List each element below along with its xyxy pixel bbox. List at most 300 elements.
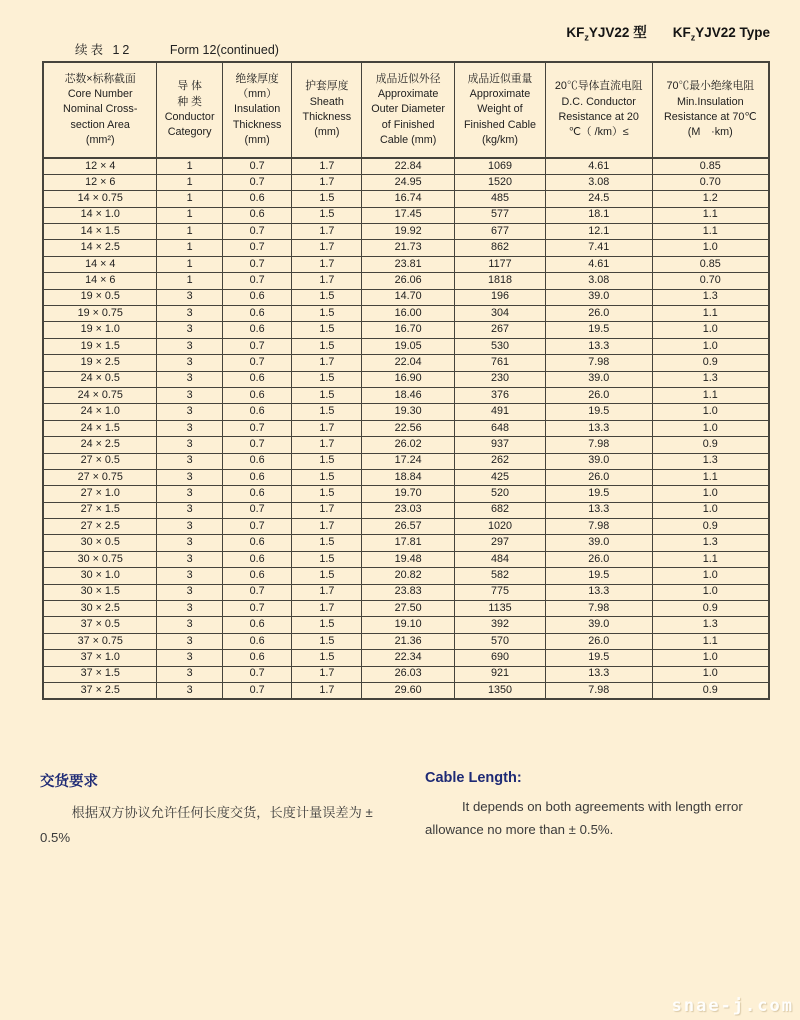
cell: 1.0 <box>652 404 769 420</box>
table-row <box>43 650 769 666</box>
cell: 230 <box>455 371 546 387</box>
cell: 13.3 <box>545 584 652 600</box>
cell: 12.1 <box>545 224 652 240</box>
cell: 1.3 <box>652 453 769 469</box>
column-header: 20℃导体直流电阻 D.C. Conductor Resistance at 20 ℃（ /km）≤ <box>545 62 652 158</box>
cell: 297 <box>455 535 546 551</box>
cell: 1.5 <box>292 551 362 567</box>
cell: 1.5 <box>292 617 362 633</box>
cell: 14 × 6 <box>43 273 157 289</box>
cell: 24 × 1.0 <box>43 404 157 420</box>
cell: 761 <box>455 355 546 371</box>
watermark: snae-j.com <box>671 996 794 1016</box>
cell: 23.83 <box>362 584 455 600</box>
cell: 1.0 <box>652 338 769 354</box>
cell: 1.5 <box>292 650 362 666</box>
cell: 0.6 <box>222 207 292 223</box>
cell: 0.7 <box>222 240 292 256</box>
table-row <box>43 387 769 403</box>
table-row <box>43 584 769 600</box>
table-row <box>43 601 769 617</box>
cell: 24.5 <box>545 191 652 207</box>
cell: 37 × 1.5 <box>43 666 157 682</box>
cell: 1.5 <box>292 568 362 584</box>
cell: 1.1 <box>652 306 769 322</box>
cell: 1 <box>157 240 222 256</box>
cell: 19.5 <box>545 404 652 420</box>
cell: 30 × 2.5 <box>43 601 157 617</box>
cell: 20.82 <box>362 568 455 584</box>
cell: 14 × 1.5 <box>43 224 157 240</box>
cell: 0.6 <box>222 486 292 502</box>
cell: 14.70 <box>362 289 455 305</box>
cell: 19.05 <box>362 338 455 354</box>
cell: 1.3 <box>652 371 769 387</box>
cell: 1.5 <box>292 535 362 551</box>
cell: 0.7 <box>222 338 292 354</box>
cell: 30 × 0.5 <box>43 535 157 551</box>
cell: 19.92 <box>362 224 455 240</box>
cell: 3 <box>157 535 222 551</box>
cell: 3 <box>157 322 222 338</box>
cell: 577 <box>455 207 546 223</box>
table-row <box>43 469 769 485</box>
cell: 1.1 <box>652 551 769 567</box>
cell: 0.9 <box>652 437 769 453</box>
delivery-requirements-text: 根据双方协议允许任何长度交货，长度计量误差为 ± 0.5% <box>40 805 373 846</box>
cell: 1.7 <box>292 683 362 699</box>
table-row <box>43 256 769 272</box>
table-row <box>43 666 769 682</box>
cell: 7.98 <box>545 355 652 371</box>
column-header: 70℃最小绝缘电阻 Min.Insulation Resistance at 70℃ (M ·km) <box>652 62 769 158</box>
cell: 14 × 2.5 <box>43 240 157 256</box>
table-row <box>43 486 769 502</box>
cell: 0.85 <box>652 158 769 174</box>
cell: 13.3 <box>545 420 652 436</box>
table-row <box>43 519 769 535</box>
cell: 648 <box>455 420 546 436</box>
cell: 0.6 <box>222 617 292 633</box>
cell: 3 <box>157 486 222 502</box>
table-row <box>43 240 769 256</box>
cell: 425 <box>455 469 546 485</box>
cell: 1.3 <box>652 289 769 305</box>
delivery-requirements-section <box>40 770 405 850</box>
table-row <box>43 568 769 584</box>
cell: 3 <box>157 338 222 354</box>
cell: 0.70 <box>652 174 769 190</box>
cell: 26.03 <box>362 666 455 682</box>
delivery-requirements-heading: 交货要求 <box>40 774 98 790</box>
cell: 1.1 <box>652 224 769 240</box>
cell: 30 × 0.75 <box>43 551 157 567</box>
table-row <box>43 502 769 518</box>
cell: 1.7 <box>292 519 362 535</box>
cable-length-heading: Cable Length: <box>425 770 522 786</box>
cell: 0.6 <box>222 535 292 551</box>
cell: 1.7 <box>292 240 362 256</box>
cell: 1.5 <box>292 404 362 420</box>
cell: 0.6 <box>222 387 292 403</box>
cell: 3 <box>157 437 222 453</box>
table-row <box>43 617 769 633</box>
cell: 1.3 <box>652 535 769 551</box>
cell: 1.7 <box>292 158 362 174</box>
cell: 1.7 <box>292 256 362 272</box>
column-header: 护套厚度 Sheath Thickness (mm) <box>292 62 362 158</box>
cell: 1.5 <box>292 387 362 403</box>
cell: 196 <box>455 289 546 305</box>
cell: 27 × 0.75 <box>43 469 157 485</box>
table-row <box>43 453 769 469</box>
table-row <box>43 207 769 223</box>
cell: 0.6 <box>222 404 292 420</box>
cell: 17.81 <box>362 535 455 551</box>
cable-type-en: $KF_zYJV22$ Type <box>672 25 770 43</box>
form-label <box>75 40 279 58</box>
cell: 3 <box>157 601 222 617</box>
cable-type-title <box>566 21 770 43</box>
cell: 0.9 <box>652 601 769 617</box>
cell: 1.5 <box>292 306 362 322</box>
cell: 1.5 <box>292 289 362 305</box>
table-row <box>43 633 769 649</box>
cell: 22.34 <box>362 650 455 666</box>
cell: 19.5 <box>545 486 652 502</box>
cell: 3 <box>157 617 222 633</box>
cell: 392 <box>455 617 546 633</box>
cell: 0.7 <box>222 519 292 535</box>
cell: 27 × 1.5 <box>43 502 157 518</box>
cell: 775 <box>455 584 546 600</box>
cell: 1.7 <box>292 502 362 518</box>
cell: 0.9 <box>652 519 769 535</box>
cell: 19.30 <box>362 404 455 420</box>
cell: 1.7 <box>292 273 362 289</box>
table-row <box>43 535 769 551</box>
cell: 4.61 <box>545 158 652 174</box>
cell: 1.7 <box>292 666 362 682</box>
cell: 22.04 <box>362 355 455 371</box>
cell: 267 <box>455 322 546 338</box>
cell: 12 × 6 <box>43 174 157 190</box>
cell: 3 <box>157 306 222 322</box>
cell: 677 <box>455 224 546 240</box>
cell: 17.24 <box>362 453 455 469</box>
column-header: 成品近似外径 Approximate Outer Diameter of Finished Cable (mm) <box>362 62 455 158</box>
cell: 0.9 <box>652 355 769 371</box>
cell: 1.3 <box>652 617 769 633</box>
cell: 0.6 <box>222 371 292 387</box>
cell: 262 <box>455 453 546 469</box>
cell: 1.5 <box>292 486 362 502</box>
cell: 0.7 <box>222 158 292 174</box>
cell: 1.1 <box>652 387 769 403</box>
cell: 27 × 2.5 <box>43 519 157 535</box>
cell: 0.7 <box>222 437 292 453</box>
cell: 0.7 <box>222 224 292 240</box>
cell: 18.46 <box>362 387 455 403</box>
cell: 0.9 <box>652 683 769 699</box>
cell: 3 <box>157 666 222 682</box>
cell: 1020 <box>455 519 546 535</box>
table-row <box>43 404 769 420</box>
cell: 13.3 <box>545 338 652 354</box>
cell: 1135 <box>455 601 546 617</box>
cell: 3 <box>157 633 222 649</box>
column-header: 绝缘厚度 （mm） Insulation Thickness (mm) <box>222 62 292 158</box>
cell: 3.08 <box>545 174 652 190</box>
cell: 37 × 1.0 <box>43 650 157 666</box>
cell: 1.1 <box>652 633 769 649</box>
cell: 1.5 <box>292 469 362 485</box>
cell: 582 <box>455 568 546 584</box>
table-row <box>43 306 769 322</box>
cell: 1.7 <box>292 355 362 371</box>
cell: 1069 <box>455 158 546 174</box>
cell: 1.0 <box>652 322 769 338</box>
cell: 39.0 <box>545 617 652 633</box>
cell: 17.45 <box>362 207 455 223</box>
cell: 682 <box>455 502 546 518</box>
cell: 24 × 0.5 <box>43 371 157 387</box>
table-row <box>43 224 769 240</box>
cell: 30 × 1.5 <box>43 584 157 600</box>
spec-table-body <box>43 158 769 699</box>
cell: 0.7 <box>222 273 292 289</box>
cell: 0.7 <box>222 420 292 436</box>
cell: 520 <box>455 486 546 502</box>
cell: 26.02 <box>362 437 455 453</box>
cell: 1.5 <box>292 207 362 223</box>
cell: 37 × 0.5 <box>43 617 157 633</box>
cell: 1 <box>157 273 222 289</box>
cable-type-cn: $KF_zYJV22$ 型 <box>566 25 647 43</box>
cell: 19 × 1.5 <box>43 338 157 354</box>
cell: 1818 <box>455 273 546 289</box>
cell: 1.0 <box>652 420 769 436</box>
cell: 27 × 1.0 <box>43 486 157 502</box>
form-label-cn: 续表 12 <box>75 43 133 57</box>
cell: 26.57 <box>362 519 455 535</box>
cell: 0.7 <box>222 174 292 190</box>
cell: 376 <box>455 387 546 403</box>
cell: 1.0 <box>652 584 769 600</box>
cell: 0.6 <box>222 289 292 305</box>
cell: 1520 <box>455 174 546 190</box>
cell: 1.7 <box>292 437 362 453</box>
column-header: 芯数×标称截面 Core Number Nominal Cross- section Area (mm²) <box>43 62 157 158</box>
table-row <box>43 174 769 190</box>
table-row <box>43 371 769 387</box>
cell: 16.74 <box>362 191 455 207</box>
cell: 13.3 <box>545 666 652 682</box>
cell: 19.5 <box>545 322 652 338</box>
cell: 0.6 <box>222 306 292 322</box>
cell: 921 <box>455 666 546 682</box>
cell: 0.6 <box>222 551 292 567</box>
cell: 1.2 <box>652 191 769 207</box>
cell: 1.0 <box>652 240 769 256</box>
cell: 24.95 <box>362 174 455 190</box>
cell: 1.7 <box>292 601 362 617</box>
cell: 19 × 2.5 <box>43 355 157 371</box>
cell: 862 <box>455 240 546 256</box>
column-header: 导 体 种 类 Conductor Category <box>157 62 222 158</box>
cell: 26.0 <box>545 551 652 567</box>
cell: 24 × 2.5 <box>43 437 157 453</box>
cell: 3 <box>157 683 222 699</box>
cell: 7.98 <box>545 601 652 617</box>
cell: 23.03 <box>362 502 455 518</box>
cell: 937 <box>455 437 546 453</box>
cell: 22.56 <box>362 420 455 436</box>
cell: 14 × 0.75 <box>43 191 157 207</box>
cell: 26.0 <box>545 306 652 322</box>
cell: 18.84 <box>362 469 455 485</box>
cell: 1.0 <box>652 666 769 682</box>
cell: 1.5 <box>292 338 362 354</box>
cell: 39.0 <box>545 535 652 551</box>
table-row <box>43 158 769 174</box>
cell: 18.1 <box>545 207 652 223</box>
cell: 19 × 0.5 <box>43 289 157 305</box>
cell: 0.7 <box>222 355 292 371</box>
table-row <box>43 289 769 305</box>
cell: 7.98 <box>545 519 652 535</box>
cell: 1.1 <box>652 469 769 485</box>
cell: 39.0 <box>545 289 652 305</box>
cell: 21.73 <box>362 240 455 256</box>
cell: 4.61 <box>545 256 652 272</box>
header-row <box>43 62 769 158</box>
cell: 0.7 <box>222 683 292 699</box>
form-label-en: Form 12(continued) <box>169 43 279 57</box>
table-row <box>43 322 769 338</box>
cell: 3 <box>157 404 222 420</box>
cell: 0.6 <box>222 453 292 469</box>
cell: 1350 <box>455 683 546 699</box>
cell: 3 <box>157 650 222 666</box>
cell: 1.5 <box>292 191 362 207</box>
cell: 26.0 <box>545 633 652 649</box>
cell: 1177 <box>455 256 546 272</box>
cable-length-text: It depends on both agreements with length error allowance no more than ± 0.5%. <box>425 799 743 838</box>
cell: 12 × 4 <box>43 158 157 174</box>
cell: 3 <box>157 453 222 469</box>
cell: 26.06 <box>362 273 455 289</box>
table-row <box>43 437 769 453</box>
cell: 14 × 1.0 <box>43 207 157 223</box>
cell: 19.48 <box>362 551 455 567</box>
cable-length-section <box>425 770 770 850</box>
cell: 0.85 <box>652 256 769 272</box>
cell: 0.6 <box>222 650 292 666</box>
cell: 3 <box>157 371 222 387</box>
table-row <box>43 551 769 567</box>
cell: 1.7 <box>292 584 362 600</box>
cell: 690 <box>455 650 546 666</box>
cell: 304 <box>455 306 546 322</box>
cell: 3 <box>157 568 222 584</box>
cell: 19 × 1.0 <box>43 322 157 338</box>
cell: 27.50 <box>362 601 455 617</box>
cell: 1 <box>157 158 222 174</box>
cell: 484 <box>455 551 546 567</box>
cell: 19.5 <box>545 650 652 666</box>
cell: 570 <box>455 633 546 649</box>
cable-spec-table <box>42 61 770 700</box>
cell: 7.98 <box>545 683 652 699</box>
cell: 19.70 <box>362 486 455 502</box>
cell: 13.3 <box>545 502 652 518</box>
table-row <box>43 683 769 699</box>
cell: 7.98 <box>545 437 652 453</box>
cell: 19.5 <box>545 568 652 584</box>
cell: 0.7 <box>222 256 292 272</box>
cell: 16.90 <box>362 371 455 387</box>
cell: 3 <box>157 355 222 371</box>
cell: 1.5 <box>292 453 362 469</box>
cell: 39.0 <box>545 453 652 469</box>
table-row <box>43 420 769 436</box>
cell: 1.5 <box>292 371 362 387</box>
cell: 1.7 <box>292 174 362 190</box>
cell: 0.6 <box>222 633 292 649</box>
cell: 1.0 <box>652 486 769 502</box>
cell: 22.84 <box>362 158 455 174</box>
cell: 1.5 <box>292 322 362 338</box>
cell: 3 <box>157 469 222 485</box>
cell: 1 <box>157 224 222 240</box>
cell: 1.1 <box>652 207 769 223</box>
cell: 0.6 <box>222 568 292 584</box>
cell: 530 <box>455 338 546 354</box>
table-row <box>43 355 769 371</box>
spec-table-header <box>43 62 769 158</box>
cell: 1.5 <box>292 633 362 649</box>
cell: 30 × 1.0 <box>43 568 157 584</box>
table-row <box>43 191 769 207</box>
cell: 0.7 <box>222 502 292 518</box>
cell: 3.08 <box>545 273 652 289</box>
cell: 26.0 <box>545 387 652 403</box>
cell: 0.6 <box>222 191 292 207</box>
cell: 491 <box>455 404 546 420</box>
cell: 3 <box>157 551 222 567</box>
cell: 3 <box>157 420 222 436</box>
cell: 0.70 <box>652 273 769 289</box>
cell: 16.70 <box>362 322 455 338</box>
table-row <box>43 338 769 354</box>
cell: 0.7 <box>222 601 292 617</box>
cell: 3 <box>157 584 222 600</box>
cell: 21.36 <box>362 633 455 649</box>
cell: 0.6 <box>222 322 292 338</box>
cell: 27 × 0.5 <box>43 453 157 469</box>
cell: 1.0 <box>652 650 769 666</box>
cell: 19.10 <box>362 617 455 633</box>
cell: 14 × 4 <box>43 256 157 272</box>
cell: 24 × 1.5 <box>43 420 157 436</box>
cell: 1 <box>157 174 222 190</box>
footer-notes <box>40 770 770 850</box>
cell: 16.00 <box>362 306 455 322</box>
cell: 0.7 <box>222 584 292 600</box>
cell: 26.0 <box>545 469 652 485</box>
cell: 0.6 <box>222 469 292 485</box>
